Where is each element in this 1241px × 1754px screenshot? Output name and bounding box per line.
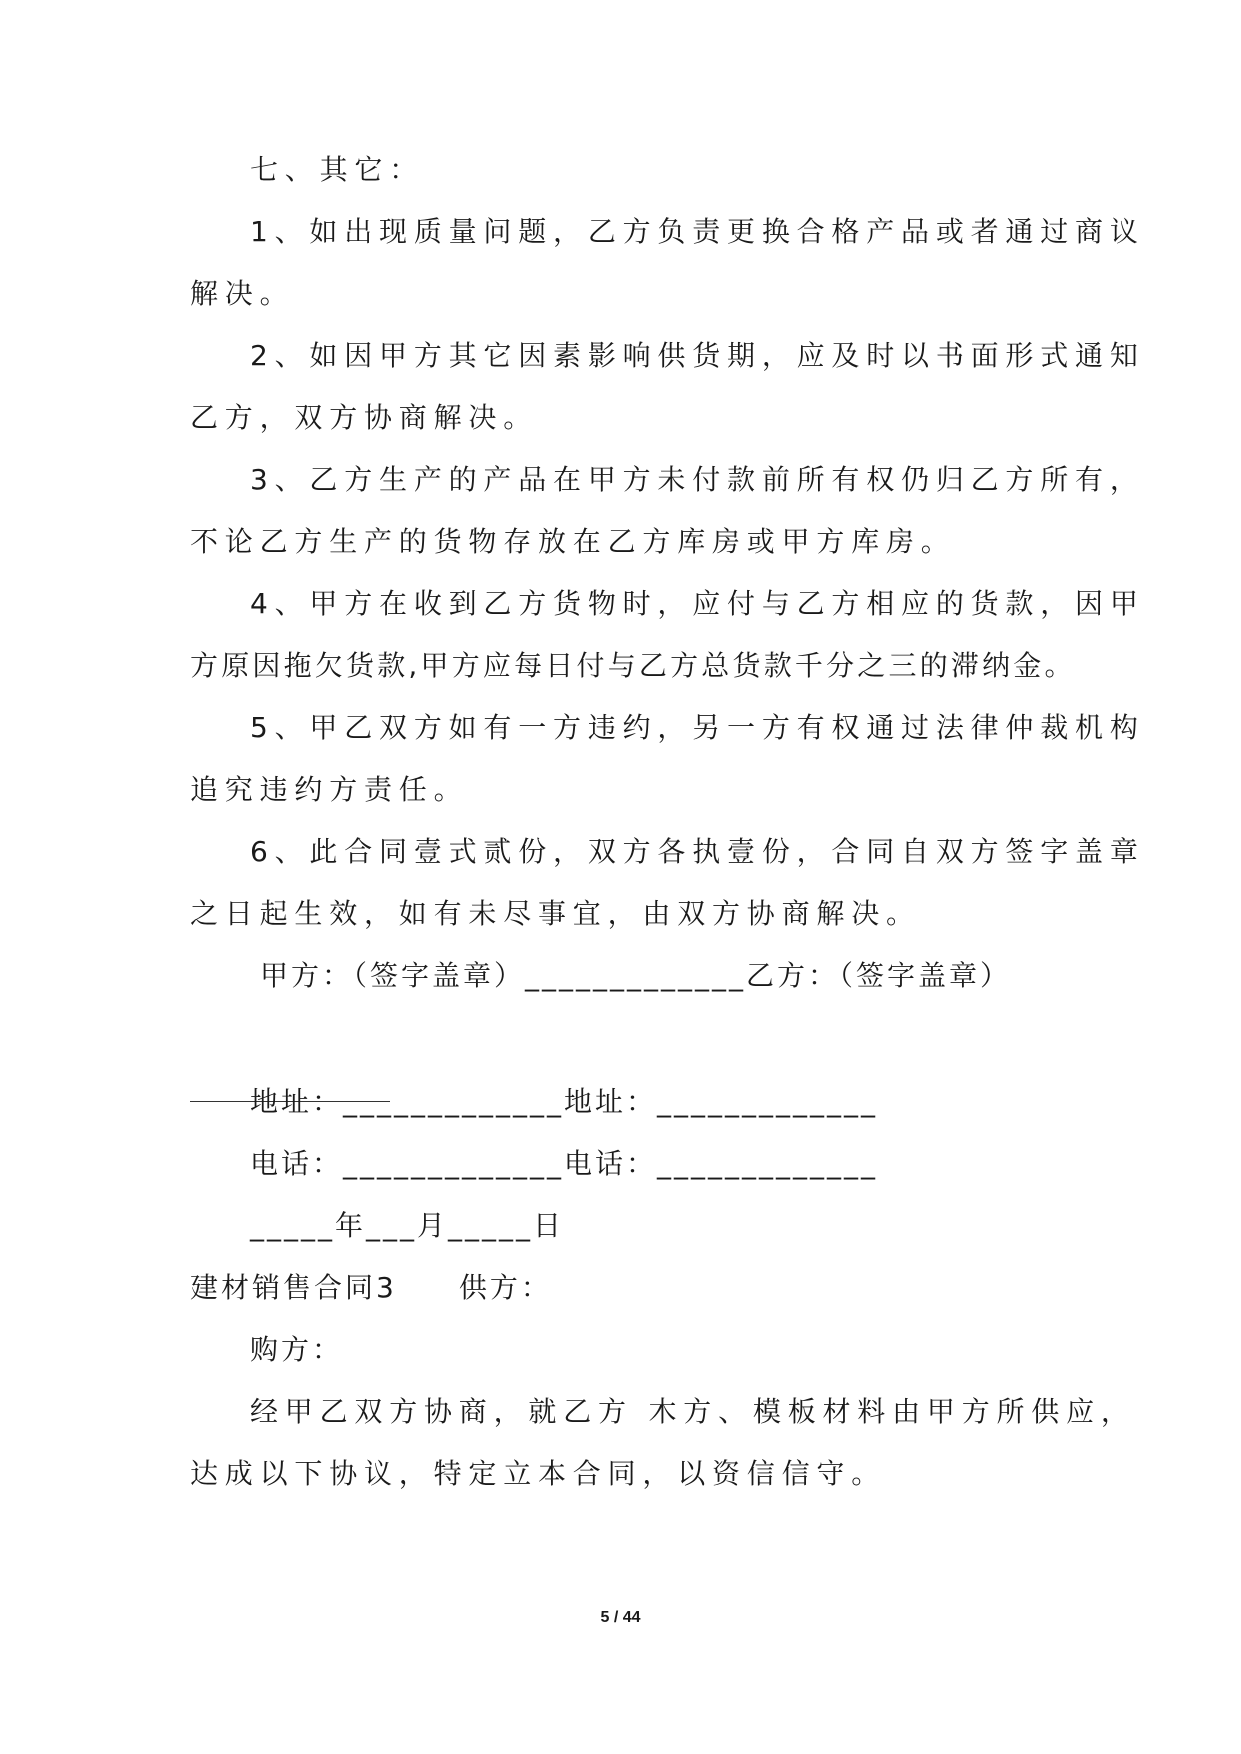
- clause-2-line-1: 2、如因甲方其它因素影响供货期，应及时以书面形式通知: [250, 339, 1145, 372]
- clause-1-line-2: 解决。: [190, 277, 295, 310]
- buyer-line: 购方：: [250, 1333, 344, 1366]
- clause-5-line-2: 追究违约方责任。: [190, 773, 469, 806]
- clause-5-line-1: 5、甲乙双方如有一方违约，另一方有权通过法律仲裁机构: [250, 711, 1145, 744]
- clause-1-line-1: 1、如出现质量问题，乙方负责更换合格产品或者通过商议: [250, 215, 1145, 248]
- clause-6-line-1: 6、此合同壹式贰份，双方各执壹份，合同自双方签字盖章: [250, 835, 1145, 868]
- intro-line-1: 经甲乙双方协商，就乙方 木方、模板材料由甲方所供应，: [250, 1395, 1136, 1428]
- date-line: _____年___月_____日: [250, 1209, 565, 1242]
- contract-3-title: 建材销售合同3 供方：: [190, 1271, 552, 1304]
- intro-line-2: 达成以下协议，特定立本合同，以资信信守。: [190, 1457, 887, 1490]
- clause-4-line-2: 方原因拖欠货款,甲方应每日付与乙方总货款千分之三的滞纳金。: [190, 649, 1076, 682]
- clause-3-line-1: 3、乙方生产的产品在甲方未付款前所有权仍归乙方所有，: [250, 463, 1145, 496]
- signature-line: 甲方：（签字盖章）_____________乙方：（签字盖章）: [260, 959, 1012, 992]
- clause-6-line-2: 之日起生效，如有未尽事宜，由双方协商解决。: [190, 897, 921, 930]
- clause-3-line-2: 不论乙方生产的货物存放在乙方库房或甲方库房。: [190, 525, 956, 558]
- clause-4-line-1: 4、甲方在收到乙方货物时，应付与乙方相应的货款，因甲: [250, 587, 1145, 620]
- address-line: 地址：_____________地址：_____________: [250, 1085, 879, 1118]
- clause-2-line-2: 乙方，双方协商解决。: [190, 401, 539, 434]
- section-heading-other: 七、其它：: [250, 153, 425, 186]
- page-number: 5 / 44: [600, 1609, 641, 1626]
- phone-line: 电话：_____________电话：_____________: [250, 1147, 879, 1180]
